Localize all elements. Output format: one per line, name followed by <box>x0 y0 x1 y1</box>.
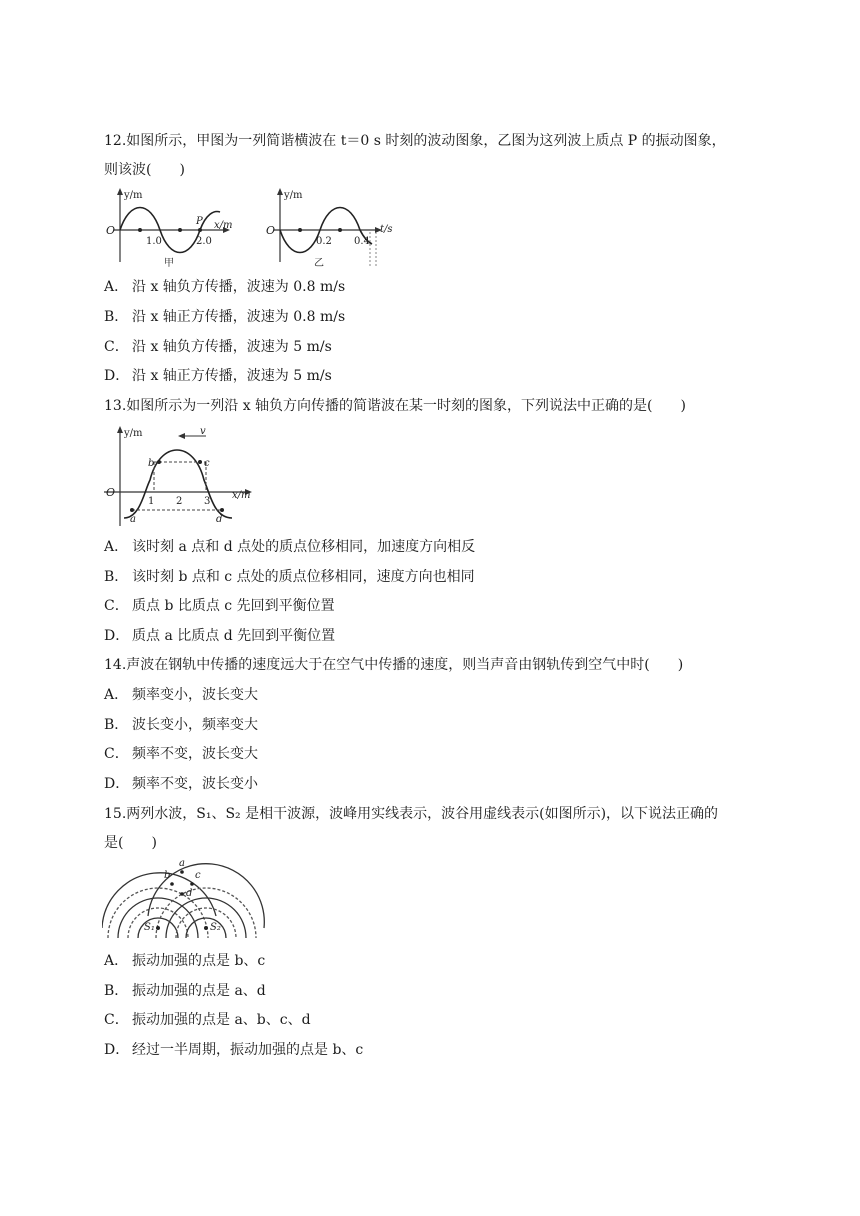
q13-option-c <box>104 596 335 616</box>
q13-tick2: 2 <box>176 496 183 507</box>
q13-point-d: d <box>216 514 223 525</box>
option-label: D． <box>104 1042 130 1058</box>
option-text: 频率变小，波长变大 <box>132 687 258 703</box>
option-text: 振动加强的点是 a、b、c、d <box>132 1012 311 1028</box>
q14-option-a <box>104 685 258 705</box>
q12-option-d <box>104 366 332 386</box>
q12b-caption: 乙 <box>314 258 324 269</box>
q12-vibration-graph <box>264 186 404 270</box>
option-label: A． <box>104 953 129 969</box>
option-label: B． <box>104 983 129 999</box>
option-text: 该时刻 b 点和 c 点处的质点位移相同，速度方向也相同 <box>132 569 475 585</box>
q15-stem-line1: 15.两列水波，S₁、S₂ 是相干波源，波峰用实线表示，波谷用虚线表示(如图所示)，以下说法正确的 <box>104 806 719 822</box>
option-label: B． <box>104 569 129 585</box>
q12b-origin: O <box>266 224 276 237</box>
option-text: 质点 a 比质点 d 先回到平衡位置 <box>132 628 336 644</box>
q14-option-d <box>104 774 258 794</box>
q12-stem-line2: 则该波( ) <box>104 162 185 178</box>
q13-velocity-label: v <box>200 426 206 437</box>
q15-point-d: d <box>186 888 193 899</box>
q13-point-c: c <box>204 458 210 469</box>
q13-point-a: a <box>130 514 136 525</box>
option-label: B． <box>104 717 129 733</box>
q12-option-a <box>104 277 345 297</box>
q13-point-b: b <box>148 458 155 469</box>
option-label: C． <box>104 746 129 762</box>
q12a-tick1: 1.0 <box>146 236 162 247</box>
option-text: 经过一半周期，振动加强的点是 b、c <box>132 1042 364 1058</box>
option-label: C． <box>104 1012 129 1028</box>
q12a-origin: O <box>106 224 116 237</box>
q14-option-b <box>104 715 258 735</box>
q15-option-a <box>104 951 265 971</box>
option-text: 质点 b 比质点 c 先回到平衡位置 <box>132 598 335 614</box>
q12-option-b <box>104 307 345 327</box>
option-text: 沿 x 轴负方传播，波速为 5 m/s <box>132 339 332 355</box>
option-text: 沿 x 轴负方传播，波速为 0.8 m/s <box>132 279 346 295</box>
q15-option-d <box>104 1040 363 1060</box>
option-label: A． <box>104 687 129 703</box>
q15-point-b: b <box>164 870 171 881</box>
q14-stem: 14.声波在钢轨中传播的速度远大于在空气中传播的速度，则当声音由钢轨传到空气中时( ) <box>104 657 684 673</box>
q13-xlabel: x/m <box>232 490 251 501</box>
q13-option-d <box>104 626 335 646</box>
q15-point-a: a <box>179 858 185 869</box>
option-text: 该时刻 a 点和 d 点处的质点位移相同，加速度方向相反 <box>132 539 476 555</box>
q12-wave-graph <box>104 186 244 270</box>
q15-point-c: c <box>195 870 201 881</box>
q13-tick1: 1 <box>148 496 155 507</box>
q12a-caption: 甲 <box>164 258 174 269</box>
q12a-ylabel: y/m <box>124 190 143 201</box>
option-text: 频率不变，波长变大 <box>132 746 258 762</box>
q12a-xlabel: x/m <box>214 220 233 231</box>
q13-wave-graph <box>104 422 260 530</box>
option-label: D． <box>104 368 130 384</box>
q15-interference-diagram <box>102 856 268 942</box>
q12a-point-p: P <box>196 216 203 227</box>
q12-stem-line1: 12.如图所示，甲图为一列简谐横波在 t＝0 s 时刻的波动图象，乙图为这列波上质点 P 的振动图象， <box>104 133 726 149</box>
option-text: 振动加强的点是 a、d <box>132 983 266 999</box>
option-label: B． <box>104 309 129 325</box>
q12b-ylabel: y/m <box>284 190 303 201</box>
q13-option-b <box>104 567 475 587</box>
option-label: C． <box>104 339 129 355</box>
q13-option-a <box>104 537 475 557</box>
q15-source-s1: S₁ <box>144 922 155 933</box>
option-text: 振动加强的点是 b、c <box>132 953 266 969</box>
q12b-tick1: 0.2 <box>316 236 332 247</box>
option-label: A． <box>104 539 129 555</box>
q12b-tick2: 0.4 <box>354 236 370 247</box>
option-text: 沿 x 轴正方传播，波速为 0.8 m/s <box>132 309 346 325</box>
q12b-xlabel: t/s <box>380 224 393 235</box>
q12a-tick2: 2.0 <box>196 236 212 247</box>
option-label: C． <box>104 598 129 614</box>
q15-option-b <box>104 981 266 1001</box>
q15-source-s2: S₂ <box>210 922 221 933</box>
option-label: A． <box>104 279 129 295</box>
option-text: 沿 x 轴正方传播，波速为 5 m/s <box>132 368 332 384</box>
q13-stem: 13.如图所示为一列沿 x 轴负方向传播的简谐波在某一时刻的图象，下列说法中正确的是( ) <box>104 398 686 414</box>
option-text: 频率不变，波长变小 <box>132 776 258 792</box>
option-label: D． <box>104 628 130 644</box>
option-label: D． <box>104 776 130 792</box>
q15-stem-line2: 是( ) <box>104 835 157 851</box>
q13-origin: O <box>106 486 116 499</box>
option-text: 波长变小，频率变大 <box>132 717 258 733</box>
q15-option-c <box>104 1010 311 1030</box>
q14-option-c <box>104 744 258 764</box>
q12-option-c <box>104 337 332 357</box>
q13-ylabel: y/m <box>124 428 143 439</box>
q13-tick3: 3 <box>204 496 211 507</box>
